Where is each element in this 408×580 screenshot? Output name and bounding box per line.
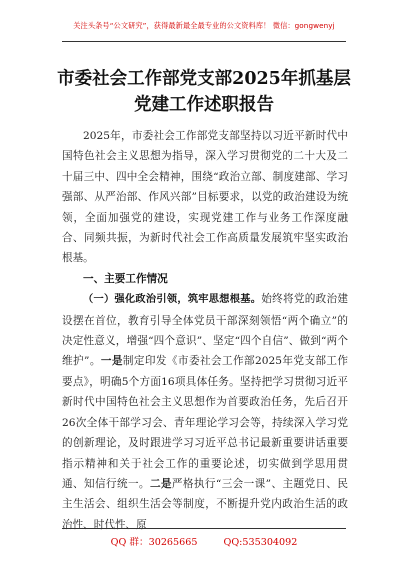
- section-heading-text: 一、主要工作情况: [83, 272, 168, 285]
- header-banner: 关注头条号“公文研究”，获得最新最全最专业的公文资料库！ 微信：gongwenyj: [73, 21, 335, 30]
- header-divider: [62, 41, 346, 42]
- footer-contact: [0, 534, 408, 548]
- subsection-text-b: 制定印发《市委社会工作部2025年党支部工作要点》，明确5个方面16项具体任务。坚持把学习贯彻习近平新时代中国特色社会主义思想作为首要政治任务，先后召开26次全体干部学习会、青年理论学习会等，持续深入学习党的创新理论，及时跟进学习习近平总书记最新重要讲话重要指示精神和关于社会工作的重要论述，切实做到学思用贯通、知信行统一。: [62, 355, 349, 490]
- footer-qq-number: QQ:535304092: [223, 537, 298, 548]
- footer-divider: [62, 528, 346, 529]
- subsection-text-c: 严格执行“三会一课”、主题党日、民主生活会、组织生活会等制度，不断提升党内政治生活的政治性、时代性、原: [62, 477, 349, 531]
- list-marker-second: 二是: [149, 477, 172, 490]
- document-body: [62, 126, 348, 535]
- subsection-heading: （一）强化政治引领，筑牢思想根基。: [83, 294, 262, 306]
- list-marker-first: 一是: [100, 355, 123, 368]
- subsection-text-a: 始终将党的政治建设摆在首位，教育引导全体党员干部深刻领悟“两个确立”的决定性意义，增强“四个意识”、坚定“四个自信”、做到“两个维护”。: [62, 293, 349, 368]
- section-heading-main-work: [62, 269, 348, 289]
- footer-qq-group: QQ 群：30265665: [110, 537, 198, 548]
- document-title: 市委社会工作部党支部2025年抓基层党建工作述职报告: [57, 69, 351, 115]
- subsection-paragraph-political-guidance: [62, 289, 348, 535]
- intro-paragraph: 2025年，市委社会工作部党支部坚持以习近平新时代中国特色社会主义思想为指导，深入学习贯彻党的二十大及二十届三中、四中全会精神，围绕“政治立部、制度建部、学习强部、从严治部、作风兴部”目标要求，以党的政治建设为统领，全面加强党的建设，实现党建工作与业务工作深度融合、同频共振，为新时代社会工作高质量发展筑牢坚实政治根基。: [62, 130, 348, 265]
